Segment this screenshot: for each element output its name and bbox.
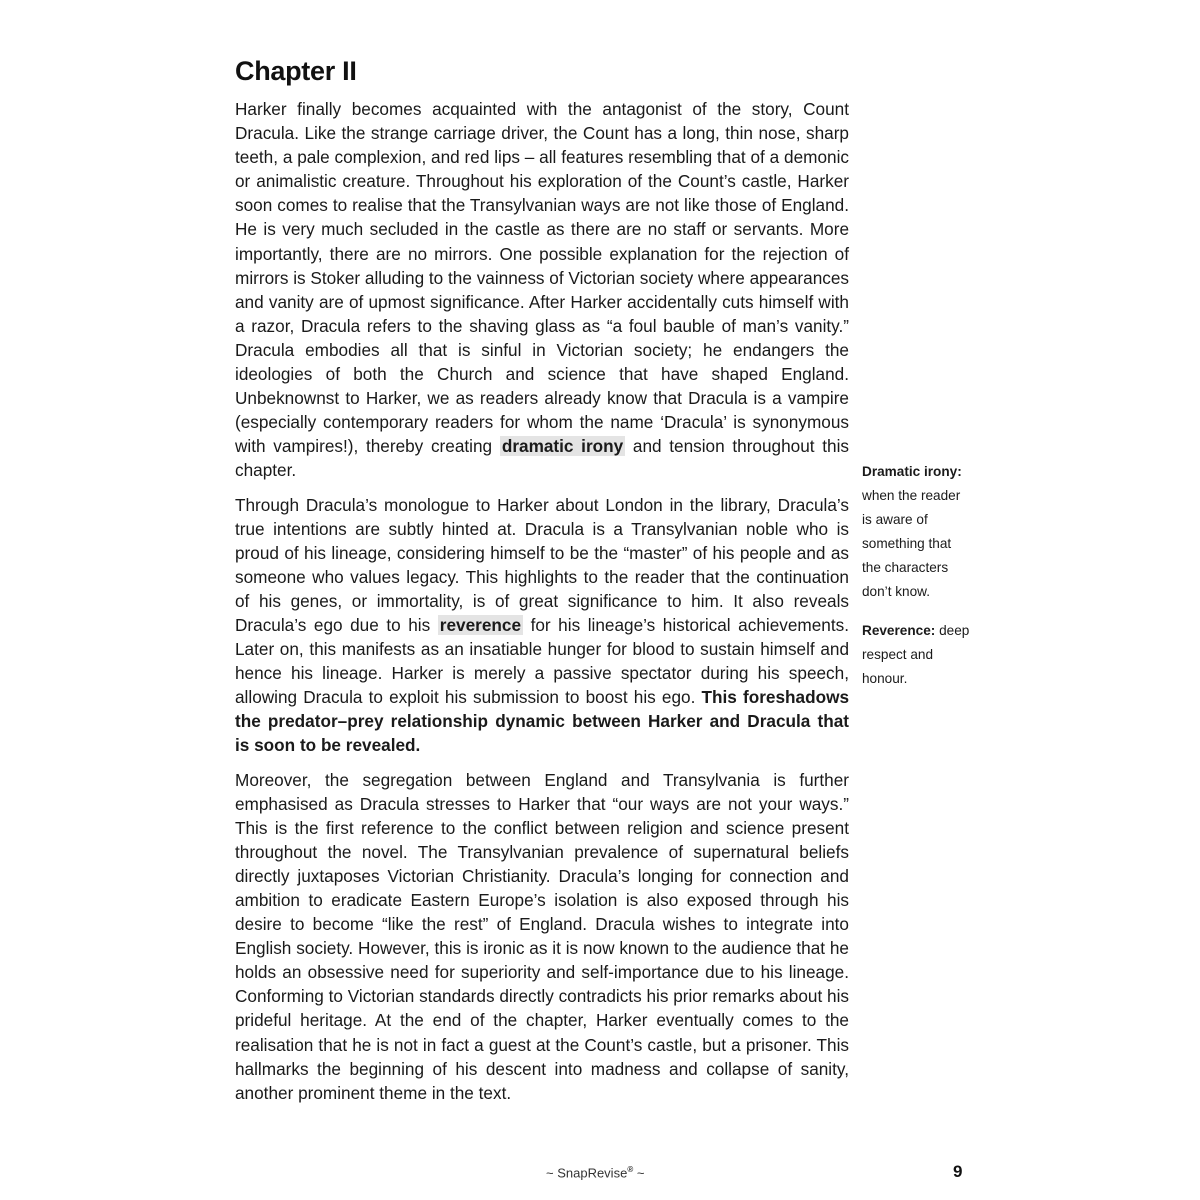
paragraph-2-mid: for his lineage’s historical achievements. Later on, this manifests as an insatiable hunger for blood to sustain himself and hence his lineage. Harker is merely a passive spectator during his speech, allowing Dracula to exploit his submission to boost his ego. xyxy=(235,614,849,708)
paragraph-2-bold: This foreshadows the predator–prey relationship dynamic between Harker and Dracula that is soon to be revealed. xyxy=(235,687,850,756)
main-text-column xyxy=(235,97,849,1115)
glossary-definition: deep respect and honour. xyxy=(862,622,970,686)
chapter-title: Chapter II xyxy=(235,56,357,86)
glossary-definition: when the reader is aware of something that the characters don’t know. xyxy=(862,488,961,600)
brand-prefix: ~ SnapRevise xyxy=(546,1165,628,1181)
paragraph-3: Moreover, the segregation between England and Transylvania is further emphasised as Dracula stresses to Harker that “our ways are not your ways.” This is the first reference to the conflict between religion and science present throughout the novel. The Transylvanian prevalence of supernatural beliefs directly juxtaposes Victorian Christianity. Dracula’s longing for connection and ambition to eradicate Eastern Europe’s isolation is also exposed through his desire to become “like the rest” of England. Dracula wishes to integrate into English society. However, this is ironic as it is now known to the audience that he holds an obsessive need for superiority and self-importance due to his lineage. Conforming to Victorian standards directly contradicts his prior remarks about his prideful heritage. At the end of the chapter, Harker eventually comes to the realisation that he is not in fact a guest at the Count’s castle, but a prisoner. This hallmarks the beginning of his descent into madness and collapse of sanity, another prominent theme in the text. xyxy=(235,769,849,1103)
brand-suffix: ~ xyxy=(633,1165,645,1181)
highlight-dramatic-irony: dramatic irony xyxy=(501,436,624,457)
glossary-entry-dramatic-irony xyxy=(862,460,970,605)
paragraph-1 xyxy=(235,97,849,483)
paragraph-1-end: and tension throughout this chapter. xyxy=(235,436,849,481)
glossary-sidebar xyxy=(862,460,970,705)
glossary-term: Dramatic irony: xyxy=(862,464,962,479)
paragraph-2-text: Through Dracula’s monologue to Harker about London in the library, Dracula’s true intentions are subtly hinted at. Dracula is a Transylvanian noble who is proud of his lineage, considering himself to be the “master” of his people and as someone who values legacy. This highlights to the reader that the continuation of his genes, or immortality, is of great significance to him. It also reveals Dracula’s ego due to his xyxy=(235,494,849,635)
page-number: 9 xyxy=(953,1162,963,1181)
registered-mark: ® xyxy=(627,1165,634,1174)
footer-brand xyxy=(546,1165,644,1180)
paragraph-2 xyxy=(235,493,849,758)
highlight-reverence: reverence xyxy=(439,614,522,635)
paragraph-1-text: Harker finally becomes acquainted with the antagonist of the story, Count Dracula. Like the strange carriage driver, the Count has a long, thin nose, sharp teeth, a pale complexion, and red lips – all features resembling that of a demonic or animalistic creature. Throughout his exploration of the Count’s castle, Harker soon comes to realise that the Transylvanian ways are not like those of England. He is very much secluded in the castle as there are no staff or servants. More importantly, there are no mirrors. One possible explanation for the rejection of mirrors is Stoker alluding to the vainness of Victorian society where appearances and vanity are of upmost significance. After Harker accidentally cuts himself with a razor, Dracula refers to the shaving glass as “a foul bauble of man’s vanity.” Dracula embodies all that is sinful in Victorian society; he endangers the ideologies of both the Church and science that have shaped England. Unbeknownst to Harker, we as readers already know that Dracula is a vampire (especially contemporary readers for whom the name ‘Dracula’ is synonymous with vampires!), thereby creating xyxy=(235,99,849,457)
glossary-term: Reverence: xyxy=(862,622,936,638)
glossary-entry-reverence xyxy=(862,619,970,691)
